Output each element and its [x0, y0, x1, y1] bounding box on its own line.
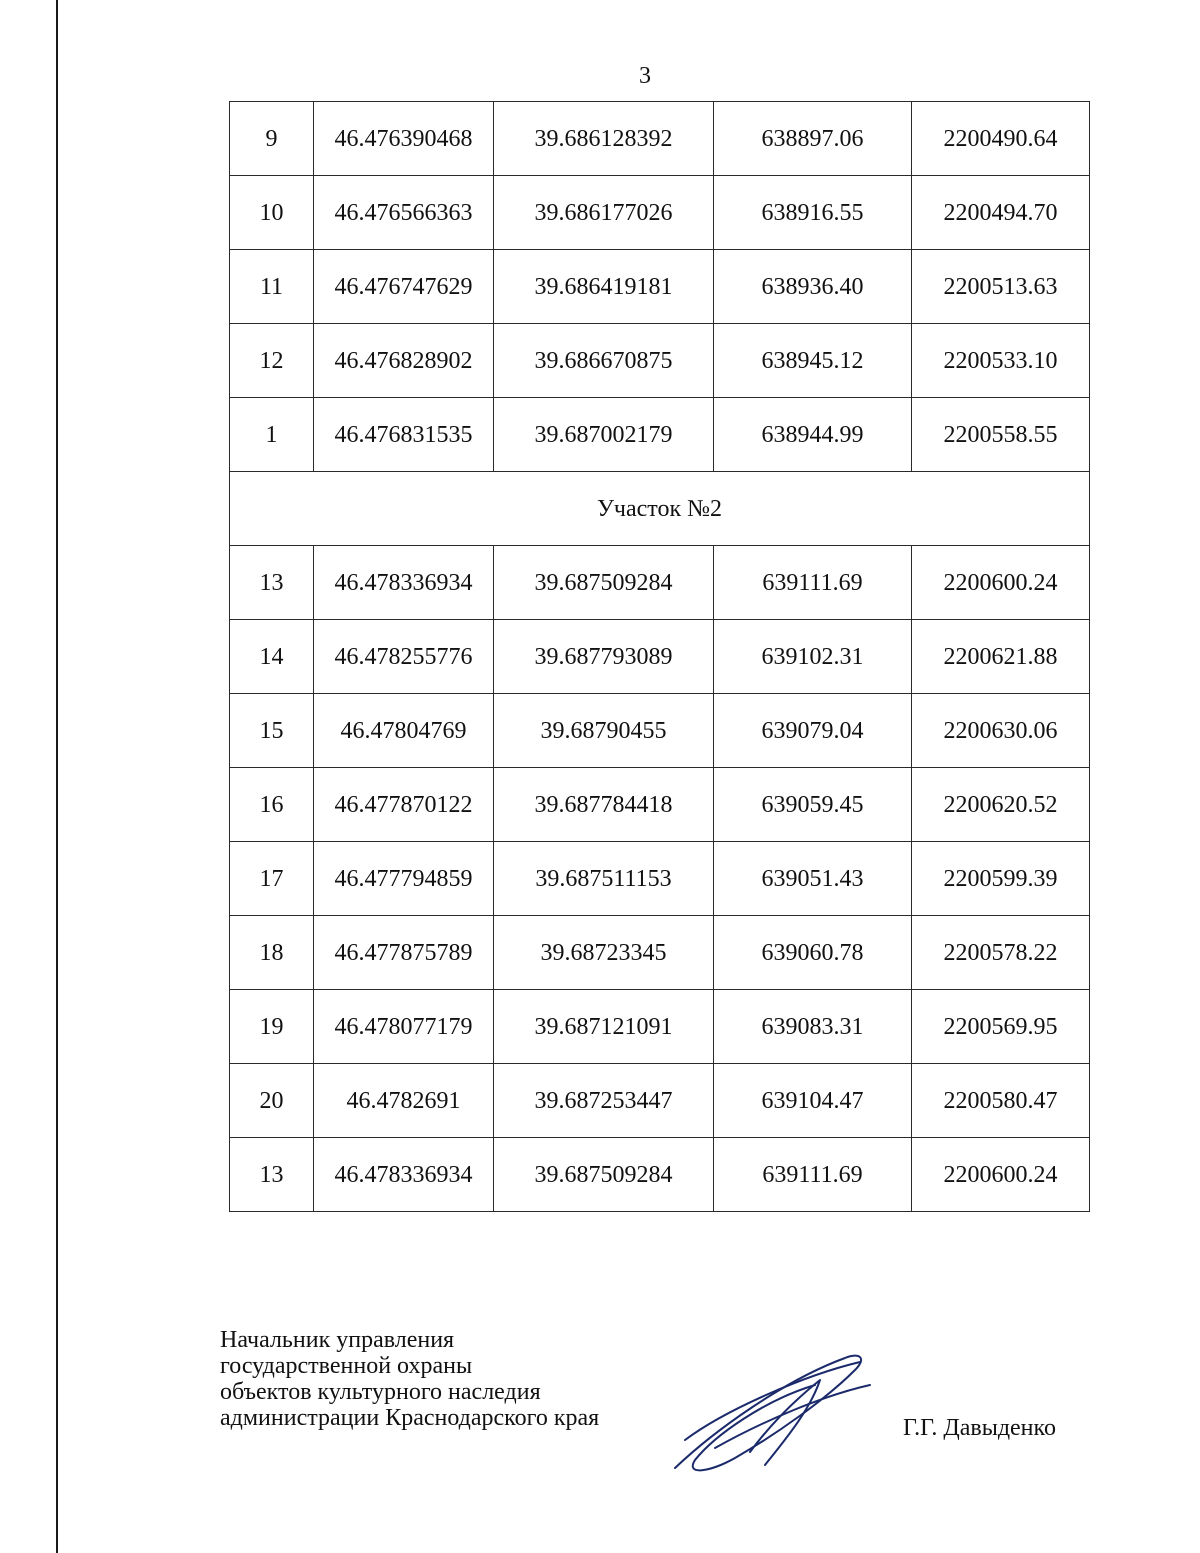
table-row	[230, 176, 1090, 250]
y-coordinate-cell: 2200600.24	[912, 1138, 1090, 1212]
longitude-cell: 39.687121091	[494, 990, 714, 1064]
x-coordinate-cell: 639060.78	[714, 916, 912, 990]
x-coordinate-cell: 639104.47	[714, 1064, 912, 1138]
point-number-cell: 11	[230, 250, 314, 324]
point-number-cell: 19	[230, 990, 314, 1064]
table-row	[230, 768, 1090, 842]
signature-position-block	[220, 1327, 599, 1431]
latitude-cell: 46.4782691	[314, 1064, 494, 1138]
coordinates-table	[229, 101, 1090, 1212]
y-coordinate-cell: 2200513.63	[912, 250, 1090, 324]
table-row	[230, 842, 1090, 916]
point-number-cell: 15	[230, 694, 314, 768]
table-row	[230, 1064, 1090, 1138]
longitude-cell: 39.686128392	[494, 102, 714, 176]
x-coordinate-cell: 638897.06	[714, 102, 912, 176]
table-row	[230, 916, 1090, 990]
x-coordinate-cell: 639051.43	[714, 842, 912, 916]
x-coordinate-cell: 638916.55	[714, 176, 912, 250]
y-coordinate-cell: 2200578.22	[912, 916, 1090, 990]
table-row	[230, 1138, 1090, 1212]
signer-name: Г.Г. Давыденко	[903, 1415, 1056, 1441]
longitude-cell: 39.687002179	[494, 398, 714, 472]
handwritten-signature	[655, 1340, 885, 1480]
longitude-cell: 39.687784418	[494, 768, 714, 842]
point-number-cell: 13	[230, 1138, 314, 1212]
point-number-cell: 20	[230, 1064, 314, 1138]
x-coordinate-cell: 639083.31	[714, 990, 912, 1064]
point-number-cell: 14	[230, 620, 314, 694]
latitude-cell: 46.477870122	[314, 768, 494, 842]
longitude-cell: 39.687509284	[494, 546, 714, 620]
y-coordinate-cell: 2200569.95	[912, 990, 1090, 1064]
x-coordinate-cell: 639079.04	[714, 694, 912, 768]
y-coordinate-cell: 2200533.10	[912, 324, 1090, 398]
x-coordinate-cell: 638936.40	[714, 250, 912, 324]
point-number-cell: 18	[230, 916, 314, 990]
table-row	[230, 620, 1090, 694]
point-number-cell: 9	[230, 102, 314, 176]
y-coordinate-cell: 2200630.06	[912, 694, 1090, 768]
latitude-cell: 46.478336934	[314, 546, 494, 620]
longitude-cell: 39.686177026	[494, 176, 714, 250]
y-coordinate-cell: 2200600.24	[912, 546, 1090, 620]
x-coordinate-cell: 639111.69	[714, 546, 912, 620]
page-number: 3	[639, 63, 651, 89]
x-coordinate-cell: 639059.45	[714, 768, 912, 842]
table-row	[230, 324, 1090, 398]
table-row	[230, 398, 1090, 472]
position-line: Начальник управления	[220, 1327, 455, 1353]
x-coordinate-cell: 639102.31	[714, 620, 912, 694]
table-row	[230, 546, 1090, 620]
longitude-cell: 39.687511153	[494, 842, 714, 916]
latitude-cell: 46.476828902	[314, 324, 494, 398]
table-section-row	[230, 472, 1090, 546]
y-coordinate-cell: 2200620.52	[912, 768, 1090, 842]
position-line: администрации Краснодарского края	[220, 1405, 600, 1431]
scan-left-edge	[56, 0, 58, 1553]
latitude-cell: 46.477794859	[314, 842, 494, 916]
latitude-cell: 46.477875789	[314, 916, 494, 990]
point-number-cell: 1	[230, 398, 314, 472]
x-coordinate-cell: 638944.99	[714, 398, 912, 472]
table-row	[230, 694, 1090, 768]
latitude-cell: 46.476566363	[314, 176, 494, 250]
y-coordinate-cell: 2200621.88	[912, 620, 1090, 694]
latitude-cell: 46.478336934	[314, 1138, 494, 1212]
y-coordinate-cell: 2200580.47	[912, 1064, 1090, 1138]
x-coordinate-cell: 639111.69	[714, 1138, 912, 1212]
table-row	[230, 990, 1090, 1064]
y-coordinate-cell: 2200599.39	[912, 842, 1090, 916]
x-coordinate-cell: 638945.12	[714, 324, 912, 398]
y-coordinate-cell: 2200558.55	[912, 398, 1090, 472]
point-number-cell: 13	[230, 546, 314, 620]
table-row	[230, 250, 1090, 324]
latitude-cell: 46.476831535	[314, 398, 494, 472]
longitude-cell: 39.68723345	[494, 916, 714, 990]
table-row	[230, 102, 1090, 176]
coordinates-table-body	[230, 102, 1090, 1212]
point-number-cell: 12	[230, 324, 314, 398]
y-coordinate-cell: 2200490.64	[912, 102, 1090, 176]
longitude-cell: 39.687793089	[494, 620, 714, 694]
longitude-cell: 39.687253447	[494, 1064, 714, 1138]
latitude-cell: 46.47804769	[314, 694, 494, 768]
point-number-cell: 10	[230, 176, 314, 250]
section-label: Участок №2	[230, 472, 1090, 546]
y-coordinate-cell: 2200494.70	[912, 176, 1090, 250]
position-line: государственной охраны	[220, 1353, 473, 1379]
latitude-cell: 46.476390468	[314, 102, 494, 176]
position-line: объектов культурного наследия	[220, 1379, 541, 1405]
longitude-cell: 39.686670875	[494, 324, 714, 398]
point-number-cell: 17	[230, 842, 314, 916]
longitude-cell: 39.68790455	[494, 694, 714, 768]
longitude-cell: 39.686419181	[494, 250, 714, 324]
point-number-cell: 16	[230, 768, 314, 842]
latitude-cell: 46.478077179	[314, 990, 494, 1064]
longitude-cell: 39.687509284	[494, 1138, 714, 1212]
latitude-cell: 46.478255776	[314, 620, 494, 694]
latitude-cell: 46.476747629	[314, 250, 494, 324]
